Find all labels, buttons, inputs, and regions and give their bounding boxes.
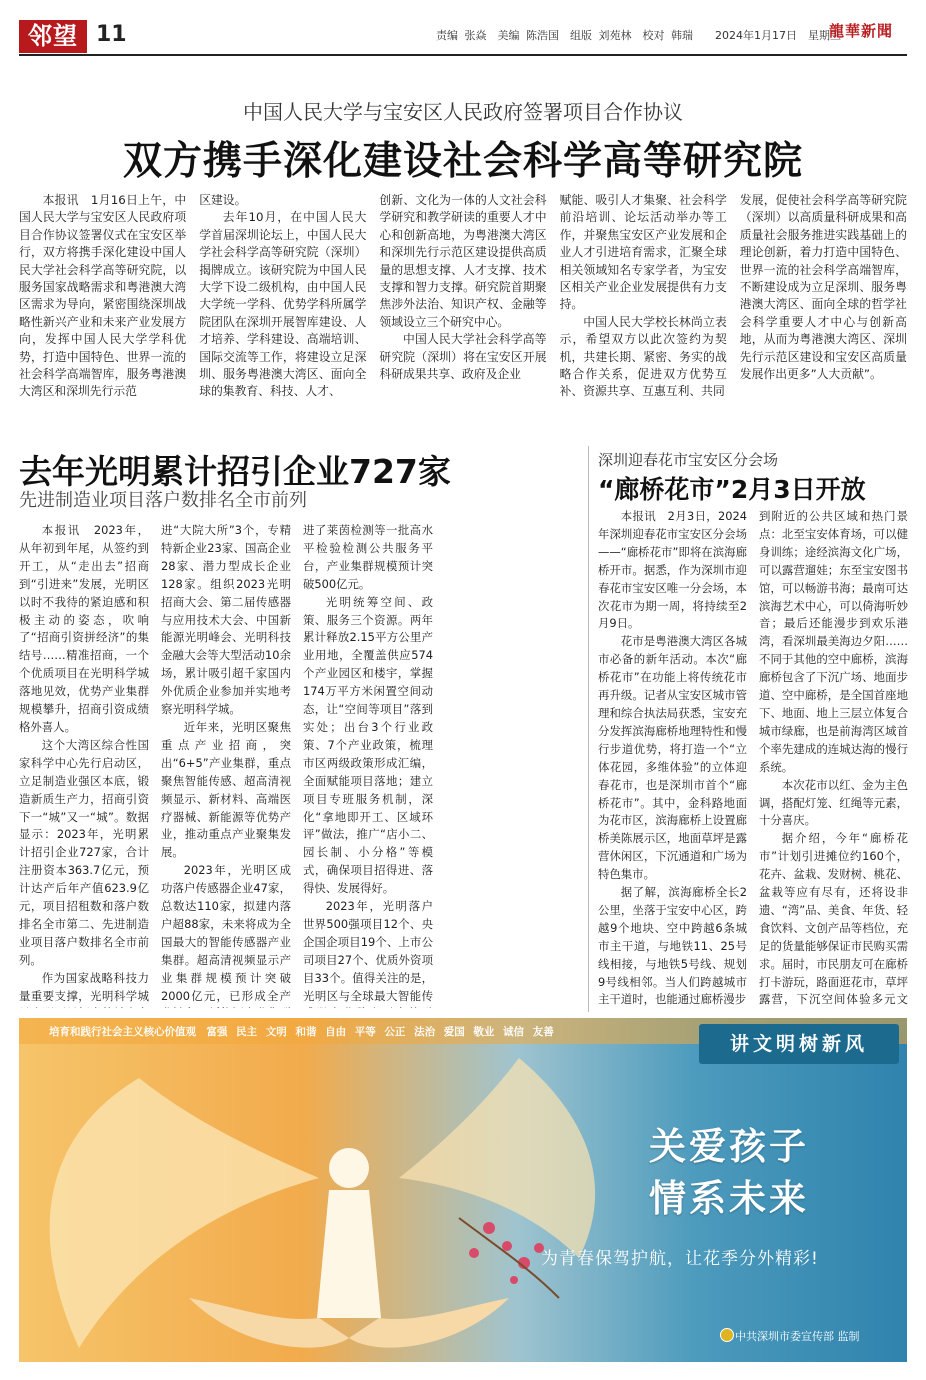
article2-headline: 去年光明累计招引企业727家 [19, 452, 451, 491]
left-wing [50, 1078, 319, 1348]
paragraph: 进“大院大所”3个，专精特新企业23家、国高企业28家、潜力型成长企业128家。组织2023光明招商大会、第二届传感器与应用技术大会、中国新能源光明峰会、光明科技金融大会等大型活动10余场，累计吸引超千家国内外优质企业参加并实地考察光明科学城。 [161, 523, 291, 717]
header-rule [19, 54, 907, 56]
paragraph: 本报讯 2023年，从年初到年尾，从签约到开工，从“走出去”招商到“引进来”发展，光明区以时不我待的紧迫感和积极主动的姿态，吹响了“招商引资拼经济”的集结号……精准招商，一个个优质项目在光明科学城落地见效，优势产业集群规模攀升，招商引资成绩格外喜人。 [19, 523, 149, 734]
ad-values-text: 培育和践行社会主义核心价值观 富强 民主 文明 和谐 自由 平等 公正 法治 爱国 敬业 诚信 友善 [49, 1026, 554, 1038]
paragraph: 中国人民大学校长林尚立表示，希望双方以此次签约为契机，共建长期、紧密、务实的战略合作关系，促进双方优势互补、资源共享、互惠互利、共同 [559, 314, 727, 399]
article1-headline: 双方携手深化建设社会科学高等研究院 [122, 139, 803, 184]
text-column [19, 192, 186, 406]
paragraph: 发展，促使社会科学高等研究院（深圳）以高质量科研成果和高质量社会服务推进实践基础上的理论创新，着力打造中国特色、世界一流的社会科学高端智库，不断建设成为立足深圳、服务粤港澳大湾区、面向全球的哲学社会科学重要人才中心与创新高地，从而为粤港澳大湾区、深圳先行示范区建设和宝安区高质量发展作出更多”人大贡献”。 [739, 193, 907, 382]
ad-slogan: 为青春保驾护航，让花季分外精彩! [541, 1249, 819, 1269]
text-column [759, 508, 908, 1008]
article3-kicker: 深圳迎春花市宝安区分会场 [598, 451, 779, 469]
text-column [199, 192, 366, 406]
paragraph: 本报讯 1月16日上午，中国人民大学与宝安区人民政府项目合作协议签署仪式在宝安区举行，双方将携手深化建设中国人民大学社会科学高等研究院，以服务国家战略需求和粤港澳大湾区需求为导向，紧密围绕深圳战略性新兴产业和未来产业发展方向，发挥中国人民大学学科优势，打造中国特色、世界一流的社会科学高端智库，服务粤港澳大湾区和深圳先行示范 [19, 193, 187, 399]
ad-title-line2: 情系未来 [649, 1177, 809, 1220]
paragraph: 本报讯 2月3日，2024年深圳迎春花市宝安区分会场——“廊桥花市”即将在滨海廊桥开市。据悉，作为深圳市迎春花市宝安区唯一分会场，本次花市为期一周，将持续至2月9日。 [598, 509, 747, 631]
text-column [379, 192, 546, 406]
article3-body [598, 508, 908, 1008]
article2-subhead: 先进制造业项目落户数排名全市前列 [19, 490, 307, 511]
section-tag: 邻望 [19, 20, 87, 53]
paragraph: 这个大湾区综合性国家科学中心先行启动区，立足制造业强区本底，锻造新质生产力，招商引资下一“城”又一“城”。数据显示：2023年，光明累计招引企业727家，合计注册资本363.7亿元，预计达产后年产值623.9亿元，项目招租数和落户数排名全市第二、先进制造业项目落户数排名全市前列。 [19, 737, 149, 967]
paragraph: 花市是粤港澳大湾区各城市必备的新年活动。本次“廊桥花市”在功能上将传统花市再升级。记者从宝安区城市管理和综合执法局获悉，宝安充分发挥滨海廊桥地理特性和慢行步道优势，将打造一个“立体花园，多维体验”的立体迎春花市，也是深圳市首个“廊桥花市”。其中，金科路地面为花市区，滨海廊桥上设置廊桥美陈展示区，地面草坪是露营休闲区，下沉通道和广场为特色集市。 [598, 634, 747, 882]
party-emblem-icon [720, 1328, 734, 1342]
paragraph: 去年10月，在中国人民大学首届深圳论坛上，中国人民大学社会科学高等研究院（深圳）揭牌成立。该研究院为中国人民大学下设二级机构，由中国人民大学统一学科、优势学科所属学院团队在深圳开展智库建设、人才培养、学科建设、高端培训、国际交流等工作，将建设立足深圳、服务粤港澳大湾区、面向全球的集教育、科技、人才、 [199, 210, 367, 399]
article1-kicker: 中国人民大学与宝安区人民政府签署项目合作协议 [243, 100, 683, 124]
text-column [740, 192, 907, 406]
article1-body [19, 192, 907, 406]
text-column [598, 508, 747, 1008]
paragraph: 光明统筹空间、政策、服务三个资源。两年累计释放2.15平方公里产业用地，全覆盖供应574个产业园区和楼宇，掌握174万平方米闲置空间动态，让“空间等项目”落到实处；出台3个行业政策、7个产业政策，梳理市区两级政策形成汇编，全面赋能项目落地；建立项目专班服务机制，深化“拿地即开工、区域环评”做法，推广“店小二、园长制、小分格”等模式，确保项目招得进、落得快、发展得好。 [303, 594, 433, 896]
newspaper-logo: 龍華新聞 [829, 22, 894, 40]
masthead-info [436, 27, 841, 43]
ad-banner: 讲文明树新风 [699, 1024, 899, 1064]
issue-date: 2024年1月17日 星期三 [715, 29, 841, 42]
paragraph: 据了解，滨海廊桥全长2公里，坐落于宝安中心区，跨越9个地块、空中跨越6条城市主干道，与地铁11、25号线相接，与地铁5号线、规划9号线相邻。当人们跨越城市主干道时，也能通过廊桥漫步 [598, 885, 747, 1007]
paragraph: 赋能、吸引人才集聚、社会科学前沿培训、论坛活动举办等工作，并聚焦宝安区产业发展和企业人才引进培育需求，汇聚全球相关领域知名专家学者，为宝安区相关产业企业发展提供有力支持。 [559, 193, 727, 312]
text-column [161, 522, 291, 1008]
paragraph: 据介绍，今年“廊桥花市”计划引进摊位约160个，花卉、盆栽、发财树、桃花、盆栽等应有尽有，还将设非遗、“湾”品、美食、年货、轻食饮料、文创产品等档位，充足的货量能够保证市民购买需求。届时，市民朋友可在廊桥打卡游玩，路面逛花市，草坪露营，下沉空间体验多元文 [759, 831, 908, 1007]
text-column [560, 192, 727, 406]
ad-title-line1: 关爱孩子 [649, 1125, 809, 1168]
paragraph: 到附近的公共区域和热门景点：北至宝安体育场，可以健身训练；途经滨海文化广场，可以露营遛娃；东至宝安图书馆，可以畅游书海；最南可达滨海艺术中心，可以倚海听妙音；最后还能漫步到欢乐港湾，看深圳最美海边夕阳……不同于其他的空中廊桥，滨海廊桥包含了下沉广场、地面步道、空中廊桥，是全国首座地下、地面、地上三层立体复合城市绿廊，也是前海湾区域首个率先建成的连城达海的慢行系统。 [759, 509, 908, 774]
child-head [329, 1148, 369, 1188]
paragraph: 中国人民大学社会科学高等研究院（深圳）将在宝安区开展科研成果共享、政府及企业 [379, 332, 547, 382]
column-divider [588, 446, 589, 1012]
editors-line: 责编 张焱 美编 陈浩国 组版 刘苑林 校对 韩瑞 [436, 29, 693, 42]
page-number: 11 [96, 22, 127, 47]
paragraph: 区建设。 [199, 193, 247, 207]
child-body [317, 1190, 381, 1318]
public-service-ad [19, 1018, 907, 1362]
paragraph: 作为国家战略科技力量重要支撑，光明科学城 [19, 970, 149, 1003]
article3-headline: “廊桥花市”2月3日开放 [598, 475, 866, 504]
ad-sponsor: 中共深圳市委宣传部 监制 [735, 1330, 860, 1343]
paragraph: 2023年，光明落户世界500强项目12个、央企国企项目19个、上市公司项目27个、优质外资项目33个。值得关注的是，光明区与全球最大智能传 [303, 899, 433, 1003]
text-column [303, 522, 433, 1008]
paragraph: 2023年，光明区成功落户传感器企业47家，总数达110家，拟建内落户超88家，未来将成为全国最大的智能传感器产业集群。超高清视频显示产业集群规模预计突破2000亿元，已形成全产 [161, 863, 291, 1003]
article2-body [19, 522, 575, 1008]
paragraph: 近年来，光明区聚焦重点产业招商，突出“6+5”产业集群，重点聚焦智能传感、超高清视频显示、新材料、高端医疗器械、新能源等优势产业，推动重点产业聚集发展。 [161, 719, 291, 860]
paragraph: 进了莱茵检测等一批高水平检验检测公共服务平台，产业集群规模预计突破500亿元。 [303, 523, 433, 591]
paragraph: 本次花市以红、金为主色调，搭配灯笼、红绳等元素，十分喜庆。 [759, 777, 908, 828]
paragraph: 创新、文化为一体的人文社会科学研究和教学研读的重要人才中心和创新高地，为粤港澳大湾区和深圳先行示范区建设提供高质量的思想支撑、人才支撑、技术支撑和智力支撑。研究院首期聚焦涉外法治、知识产权、金融等领域设立三个研究中心。 [379, 193, 547, 329]
right-wing [399, 1058, 595, 1258]
text-column [19, 522, 149, 1008]
